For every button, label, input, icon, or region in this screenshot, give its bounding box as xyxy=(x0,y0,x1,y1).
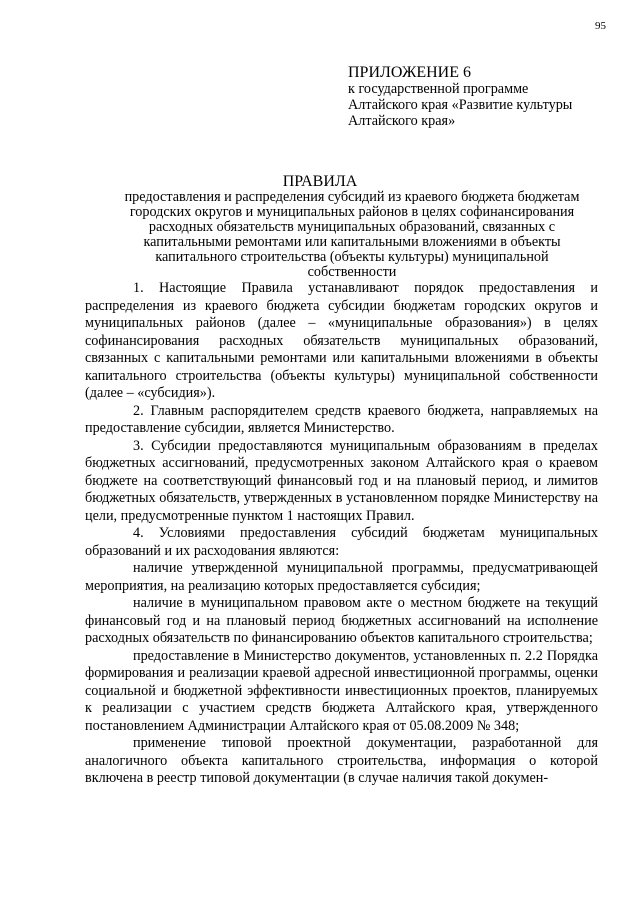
paragraph-4-item-2: наличие в муниципальном правовом акте о местном бюджете на текущий финансовый год и на плановый период бюджетных ассигнований на исполнение расходных обязательств по финансированию объектов капитального строительства; xyxy=(85,595,598,646)
paragraph-4-item-4: применение типовой проектной документации, разработанной для аналогичного объекта капитального строительства, информация о которой включена в реестр типовой документации (в случае наличия такой докумен- xyxy=(85,735,598,786)
paragraph-3: 3. Субсидии предоставляются муниципальным образованиям в пределах бюджетных ассигнований, предусмотренных законом Алтайского края о краевом бюджете на соответствующий финансовый год и на плановый период, и лимитов бюджетных обязательств, утвержденных в установленном порядке Министерству на цели, предусмотренные пунктом 1 настоящих Правил. xyxy=(85,437,598,524)
document-body xyxy=(85,280,598,788)
appendix-line-3: Алтайского края» xyxy=(348,113,456,129)
paragraph-4: 4. Условиями предоставления субсидий бюджетам муниципальных образований и их расходования являются: xyxy=(85,525,598,559)
page-number: 95 xyxy=(595,20,606,32)
paragraph-2: 2. Главным распорядителем средств краевого бюджета, направляемых на предоставление субсидии, является Министерство. xyxy=(85,402,598,436)
paragraph-1: 1. Настоящие Правила устанавливают порядок предоставления и распределения из краевого бюджета субсидии бюджетам городских округов и муниципальных районов (далее – «муниципальные образования») в целях софинансирования расходных обязательств муниципальных образований, связанных с капитальными ремонтами или капитальными вложениями в объекты капитального строительства (объекты культуры) муниципальной собственности (далее – «субсидия»). xyxy=(85,280,598,401)
appendix-line-1: к государственной программе xyxy=(348,81,529,97)
paragraph-4-item-1: наличие утвержденной муниципальной программы, предусматривающей мероприятия, на реализацию которых предоставляется субсидия; xyxy=(85,560,598,594)
paragraph-4-item-3: предоставление в Министерство документов, установленных п. 2.2 Порядка формирования и реализации краевой адресной инвестиционной программы, оценки социальной и бюджетной эффективности инвестиционных проектов, планируемых к реализации с участием средств бюджета Алтайского края, утвержденного постановлением Администрации Алтайского края от 05.08.2009 № 348; xyxy=(85,647,598,734)
appendix-line-2: Алтайского края «Развитие культуры xyxy=(348,97,573,113)
appendix-title: ПРИЛОЖЕНИЕ 6 xyxy=(348,64,472,81)
rules-heading: ПРАВИЛА xyxy=(282,173,358,190)
rules-subtitle: предоставления и распределения субсидий из краевого бюджета бюджетам городских округов и муниципальных районов в целях софинансирования расходных обязательств муниципальных образований, связанных с капитальными ремонтами или капитальными вложениями в объекты капитального строительства (объекты культуры) муниципальной собственности xyxy=(124,189,580,280)
appendix-block xyxy=(348,64,608,129)
